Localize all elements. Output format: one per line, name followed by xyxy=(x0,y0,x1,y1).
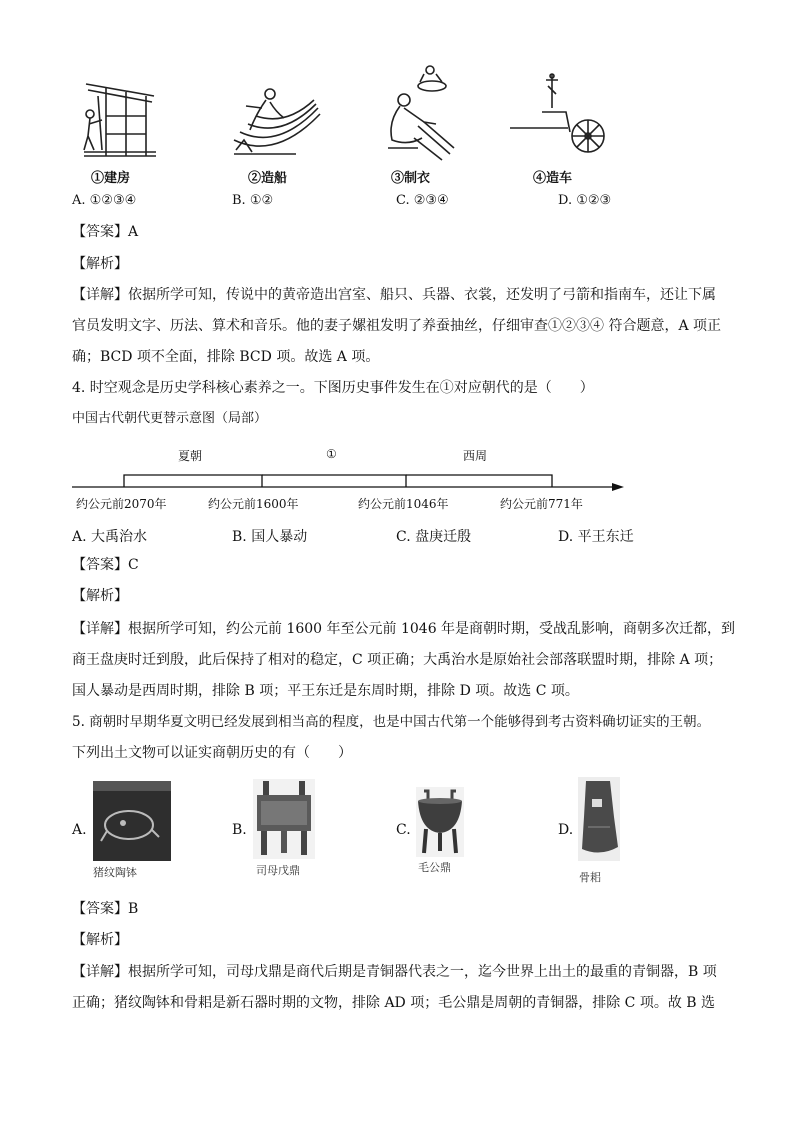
timeline-segment-1: ① xyxy=(326,447,337,461)
cart-making-illustration xyxy=(508,72,612,162)
timeline-segment-xizhou: 西周 xyxy=(463,449,488,463)
q5-option-d-label: 骨耜 xyxy=(579,871,601,884)
q4-detail-line-2: 商王盘庚时迁到殷，此后保持了相对的稳定，C 项正确；大禹治水是原始社会部落联盟时期，排除 A 项； xyxy=(72,652,723,668)
q5-question-line-1: 5. 商朝时早期华夏文明已经发展到相当高的程度，也是中国古代第一个能够得到考古资料确切证实的王朝。 xyxy=(72,714,711,730)
q4-option-d[interactable]: D. 平王东迁 xyxy=(558,529,634,545)
q5-option-b-letter: B. xyxy=(232,822,247,838)
q4-question: 4. 时空观念是历史学科核心素养之一。下图历史事件发生在①对应朝代的是（ ） xyxy=(72,380,594,396)
clothes-making-illustration xyxy=(378,64,458,164)
q4-analysis-label: 【解析】 xyxy=(72,588,128,604)
ship-building-illustration xyxy=(226,80,326,160)
simuwu-ding-image xyxy=(253,779,315,859)
q5-option-a-label: 猪纹陶钵 xyxy=(93,866,137,879)
q3-option-b[interactable]: B. ①② xyxy=(232,193,274,208)
q3-caption-2: ②造船 xyxy=(248,171,288,186)
q3-option-c[interactable]: C. ②③④ xyxy=(396,193,449,208)
q3-detail-line-1: 【详解】依据所学可知，传说中的黄帝造出宫室、船只、兵器、衣裳，还发明了弓箭和指南车，还让下属 xyxy=(72,287,716,303)
bone-spade-image xyxy=(578,777,620,861)
q4-option-a[interactable]: A. 大禹治水 xyxy=(72,529,148,545)
q3-analysis-label: 【解析】 xyxy=(72,256,128,272)
q3-option-a[interactable]: A. ①②③④ xyxy=(72,193,137,208)
q5-option-c-letter: C. xyxy=(396,822,411,838)
q5-option-d-letter: D. xyxy=(558,822,574,838)
pig-pottery-bowl-image xyxy=(93,781,171,861)
q4-answer: 【答案】C xyxy=(72,557,139,573)
house-building-illustration xyxy=(76,76,161,161)
timeline-tick-1: 约公元前2070年 xyxy=(76,497,167,511)
q4-option-b[interactable]: B. 国人暴动 xyxy=(232,529,308,545)
q5-option-c-label: 毛公鼎 xyxy=(418,861,451,874)
q5-detail-line-2: 正确；猪纹陶钵和骨耜是新石器时期的文物，排除 AD 项；毛公鼎是周朝的青铜器，排除 C 项。故 B 选 xyxy=(72,995,716,1011)
maogong-ding-image xyxy=(416,787,464,857)
q4-detail-line-1: 【详解】根据所学可知，约公元前 1600 年至公元前 1046 年是商朝时期，受战乱影响，商朝多次迁都，到 xyxy=(72,621,736,637)
timeline-tick-4: 约公元前771年 xyxy=(500,497,583,511)
q5-option-a-letter: A. xyxy=(72,822,87,838)
q3-caption-1: ①建房 xyxy=(91,171,131,186)
q5-question-line-2: 下列出土文物可以证实商朝历史的有（ ） xyxy=(72,745,352,761)
q3-caption-3: ③制衣 xyxy=(391,171,431,186)
timeline-tick-2: 约公元前1600年 xyxy=(208,497,299,511)
q3-caption-4: ④造车 xyxy=(533,171,573,186)
q5-option-b-label: 司母戊鼎 xyxy=(256,864,300,877)
q4-option-c[interactable]: C. 盘庚迁殷 xyxy=(396,529,472,545)
q4-diagram-title: 中国古代朝代更替示意图（局部） xyxy=(72,411,268,426)
timeline-segment-xia: 夏朝 xyxy=(178,449,203,463)
q5-analysis-label: 【解析】 xyxy=(72,932,128,948)
q5-detail-line-1: 【详解】根据所学可知，司母戊鼎是商代后期是青铜器代表之一，迄今世界上出土的最重的青铜器，B 项 xyxy=(72,964,717,980)
q3-detail-line-3: 确；BCD 项不全面，排除 BCD 项。故选 A 项。 xyxy=(72,349,380,365)
q3-answer: 【答案】A xyxy=(72,224,139,240)
timeline-tick-3: 约公元前1046年 xyxy=(358,497,449,511)
q5-answer: 【答案】B xyxy=(72,901,139,917)
q3-detail-line-2: 官员发明文字、历法、算术和音乐。他的妻子嫘祖发明了养蚕抽丝，仔细审查①②③④ 符合题意，A 项正 xyxy=(72,318,722,334)
q4-detail-line-3: 国人暴动是西周时期，排除 B 项；平王东迁是东周时期，排除 D 项。故选 C 项。 xyxy=(72,683,579,699)
q3-option-d[interactable]: D. ①②③ xyxy=(558,193,612,208)
